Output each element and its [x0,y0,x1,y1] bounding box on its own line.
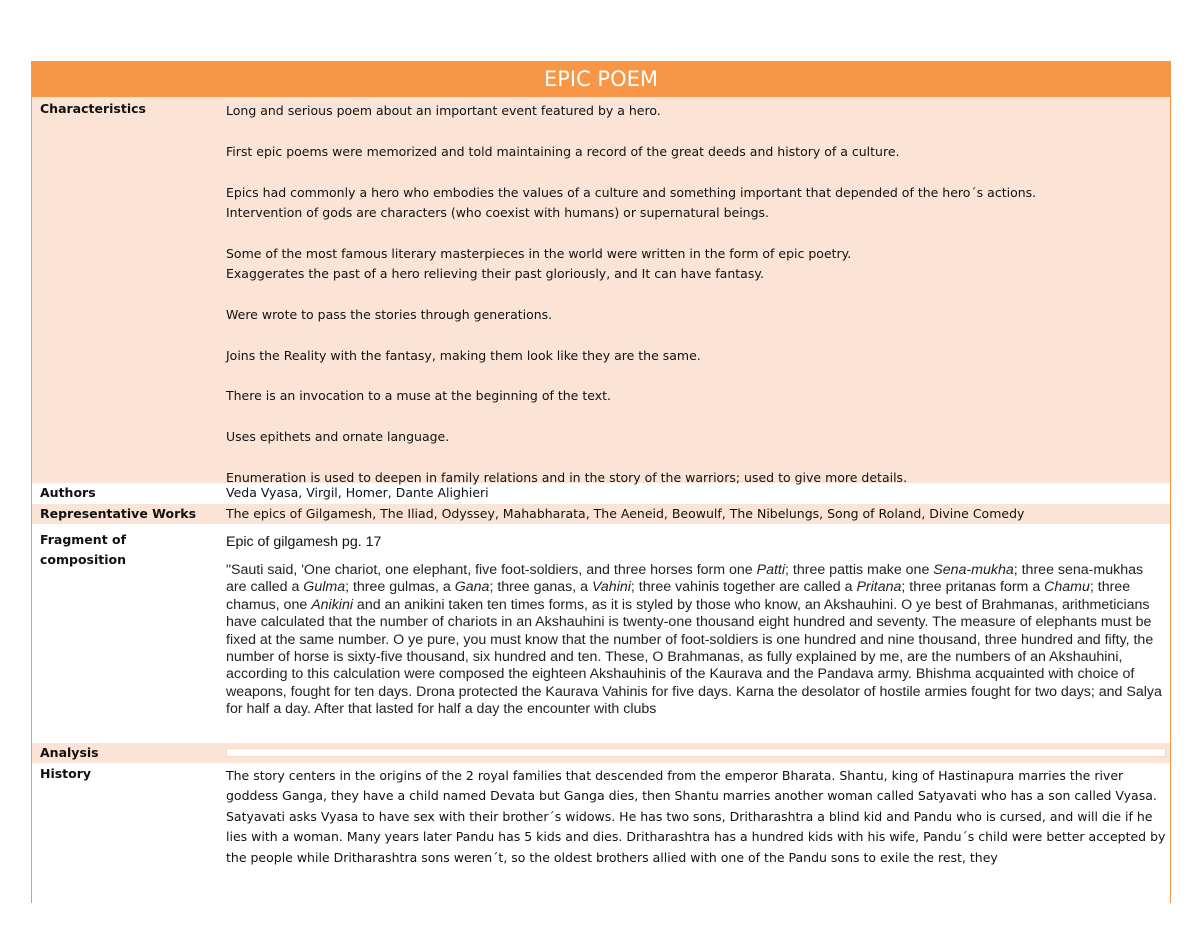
blank-line [226,285,1166,305]
fragment-italic-term: Gulma [303,579,346,596]
history-paragraph-1: The story centers in the origins of the 2 royal families that descended from the emperor Bharata. Shantu, king of Hastinapura marries the river goddess Ganga, they have a child named Devata but Ganga dies, then Shantu marries another woman called Satyavati who has a son called Vyasa. [226,768,1157,804]
authors-value: Veda Vyasa, Virgil, Homer, Dante Alighieri [226,485,489,500]
fragment-text-segment: ; three ganas, a [489,579,592,596]
fragment-row [31,524,1171,743]
works-value: The epics of Gilgamesh, The Iliad, Odyssey, Mahabharata, The Aeneid, Beowulf, The Nibelungs, Song of Roland, Divine Comedy [226,505,1025,521]
characteristic-line: Some of the most famous literary masterpieces in the world were written in the form of epic poetry. [226,245,852,261]
fragment-text-segment: and an anikini taken ten times forms, as it is styled by those who know, an Akshauhini. O ye best of Brahmanas, arithmeticians have calculated that the number of chariots in an Akshauhini is twenty-one thousand eight hundred and seventy. The measure of elephants must be fixed at the same number. O ye pure, you must know that the number of foot-soldiers is one hundred and nine thousand, three hundred and fifty, the number of horse is sixty-five thousand, six hundred and ten. These, O Brahmanas, as fully explained by me, are the numbers of an Akshauhini, according to this calculation were composed the eighteen Akshauhinis of the Kaurava and the Pandava army. Bhishma acquainted with choice of weapons, fought for ten days. Drona protected the Kaurava Vahinis for five days. Karna the desolator of hostile armies fought for two days; and Salya for half a day. After that lasted for half a day the encounter with clubs [226,596,1162,718]
fragment-text-segment: "Sauti said, 'One chariot, one elephant, five foot-soldiers, and three horses form one [226,562,757,578]
table-title-text: EPIC POEM [543,67,659,91]
fragment-text-segment: ; three pritanas form a [901,579,1045,596]
characteristic-line: Uses epithets and ornate language. [226,429,450,445]
characteristics-label: Characteristics [40,101,146,116]
characteristic-line: Enumeration is used to deepen in family relations and in the story of the warriors; used to give more details. [226,470,908,486]
fragment-italic-term: Pritana [856,579,902,596]
blank-line [226,325,1166,345]
analysis-content [226,743,1170,763]
fragment-text-segment: ; three gulmas, a [345,579,455,596]
blank-line [226,121,1166,141]
characteristics-content [226,97,1170,486]
analysis-label: Analysis [40,745,99,760]
fragment-heading: Epic of gilgamesh pg. 17 [226,534,382,550]
fragment-text-segment: ; three sena-mukhas are called a [226,562,1144,596]
fragment-label-line1: Fragment of [40,532,127,547]
history-content [226,763,1170,903]
blank-line [226,448,1166,468]
characteristic-line: Exaggerates the past of a hero relieving their past gloriously, and It can have fantasy. [226,266,764,282]
fragment-text-segment: ; three vahinis together are called a [630,579,857,596]
history-label: History [40,766,92,781]
fragment-italic-term: Chamu [1044,579,1090,596]
fragment-quote [226,562,1166,719]
characteristic-line: Joins the Reality with the fantasy, making them look like they are the same. [226,347,701,363]
blank-line [226,223,1166,243]
characteristic-line: Were wrote to pass the stories through generations. [226,306,553,322]
characteristic-line: Long and serious poem about an important event featured by a hero. [226,103,661,118]
fragment-italic-term: Sena-mukha [933,562,1014,578]
blank-line [226,162,1166,182]
fragment-italic-term: Patti [756,562,786,578]
fragment-italic-term: Vahini [591,579,631,596]
table-title [31,61,1171,97]
authors-label: Authors [40,485,96,500]
history-row [31,763,1171,903]
characteristic-line: There is an invocation to a muse at the beginning of the text. [226,388,611,404]
fragment-text-segment: ; three pattis make one [785,562,934,578]
works-label: Representative Works [40,505,197,521]
characteristics-row [31,97,1171,486]
characteristic-line: First epic poems were memorized and told maintaining a record of the great deeds and history of a culture. [226,143,900,159]
blank-line [226,366,1166,386]
characteristic-line: Epics had commonly a hero who embodies the values of a culture and something important that depended of the hero´s actions. [226,184,1037,200]
fragment-content [226,524,1170,743]
works-row [31,504,1171,525]
fragment-label-line2: composition [40,552,127,567]
fragment-italic-term: Gana [454,579,490,596]
fragment-italic-term: Anikini [311,596,353,613]
analysis-row [31,743,1171,763]
epic-poem-table [31,61,1171,903]
history-paragraph-2: Satyavati asks Vyasa to have sex with their brother´s widows. He has two sons, Dritharashtra a blind kid and Pandu who is cursed, and will die if he lies with a woman. Many years later Pandu has 5 kids and dies. Dritharashtra has a hundred kids with his wife, Pandu´s child were better accepted by the people while Dritharashtra sons weren´t, so the oldest brothers allied with one of the Pandu sons to exile the rest, they [226,808,1166,865]
authors-row [31,483,1171,504]
characteristic-line: Intervention of gods are characters (who coexist with humans) or supernatural beings. [226,204,770,220]
analysis-empty-cell [226,748,1166,757]
blank-line [226,407,1166,427]
fragment-text-segment: ; three chamus, one [226,579,1131,613]
fragment-label [32,524,226,743]
